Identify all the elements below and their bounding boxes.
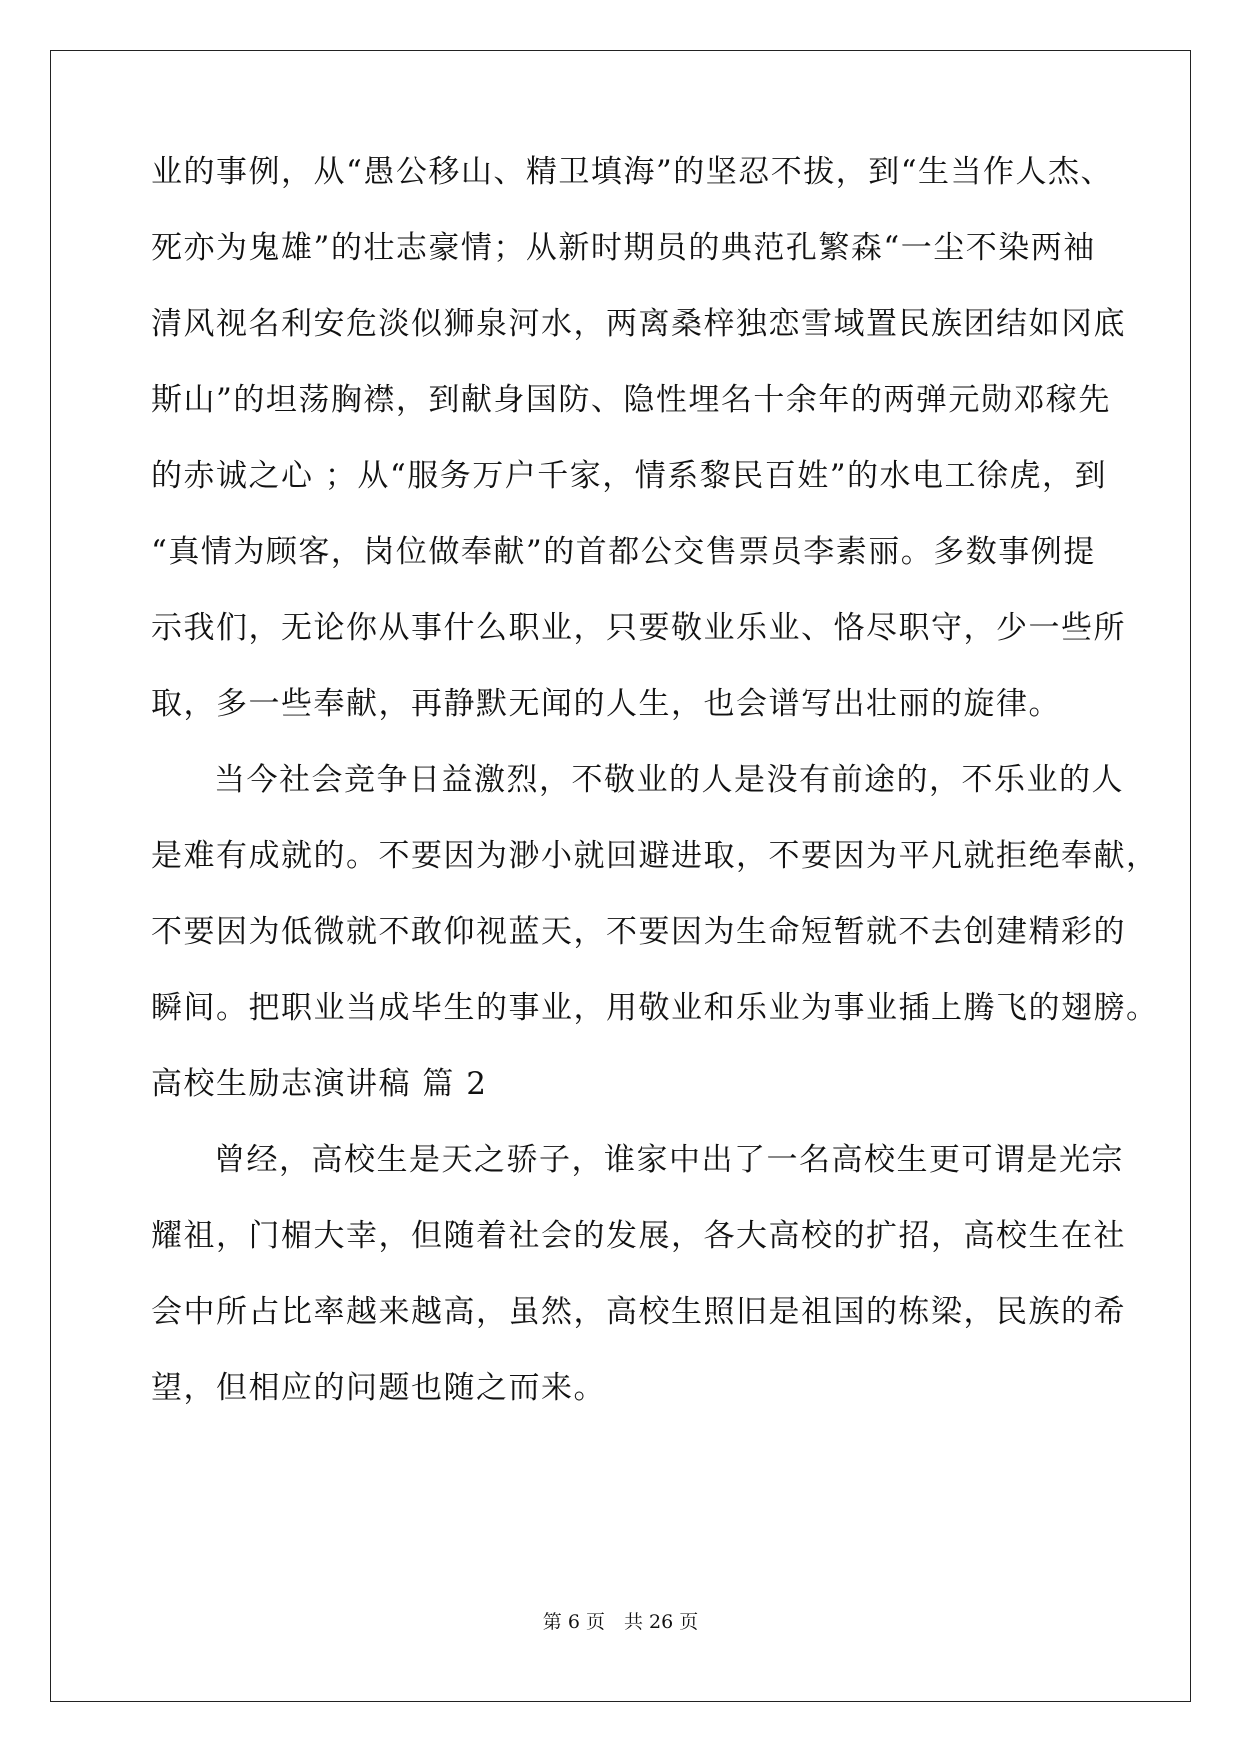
page-number-footer: 第 6 页 共 26 页 (542, 1611, 699, 1633)
text-line: 望，但相应的问题也随之而来。 (151, 1370, 606, 1406)
text-line: 业的事例，从“愚公移山、精卫填海”的坚忍不拔，到“生当作人杰、 (151, 154, 1114, 190)
text-line: 耀祖，门楣大幸，但随着社会的发展，各大高校的扩招，高校生在社 (151, 1218, 1126, 1254)
text-line: 瞬间。把职业当成毕生的事业，用敬业和乐业为事业插上腾飞的翅膀。 (151, 990, 1159, 1026)
page-border (50, 50, 1191, 1702)
text-line: 死亦为鬼雄”的壮志豪情；从新时期员的典范孔繁森“一尘不染两袖 (151, 230, 1096, 266)
text-line: 的赤诚之心 ；从“服务万户千家，情系黎民百姓”的水电工徐虎，到 (151, 458, 1108, 494)
text-line: 清风视名利安危淡似狮泉河水，两离桑梓独恋雪域置民族团结如冈底 (151, 306, 1126, 342)
text-line: 斯山”的坦荡胸襟，到献身国防、隐性埋名十余年的两弹元勋邓稼先 (151, 382, 1111, 418)
text-line: 不要因为低微就不敢仰视蓝天，不要因为生命短暂就不去创建精彩的 (151, 914, 1126, 950)
text-line: 示我们，无论你从事什么职业，只要敬业乐业、恪尽职守，少一些所 (151, 610, 1126, 646)
paragraph-first-line: 当今社会竞争日益激烈，不敬业的人是没有前途的，不乐业的人 (214, 762, 1124, 798)
text-line: 取，多一些奉献，再静默无闻的人生，也会谱写出壮丽的旋律。 (151, 686, 1061, 722)
text-line: 是难有成就的。不要因为渺小就回避进取，不要因为平凡就拒绝奉献， (151, 838, 1159, 874)
text-line: “真情为顾客，岗位做奉献”的首都公交售票员李素丽。多数事例提 (151, 534, 1096, 570)
paragraph-first-line: 曾经，高校生是天之骄子，谁家中出了一名高校生更可谓是光宗 (214, 1142, 1124, 1178)
text-line: 会中所占比率越来越高，虽然，高校生照旧是祖国的栋梁，民族的希 (151, 1294, 1126, 1330)
section-heading: 高校生励志演讲稿 篇 2 (151, 1066, 488, 1102)
